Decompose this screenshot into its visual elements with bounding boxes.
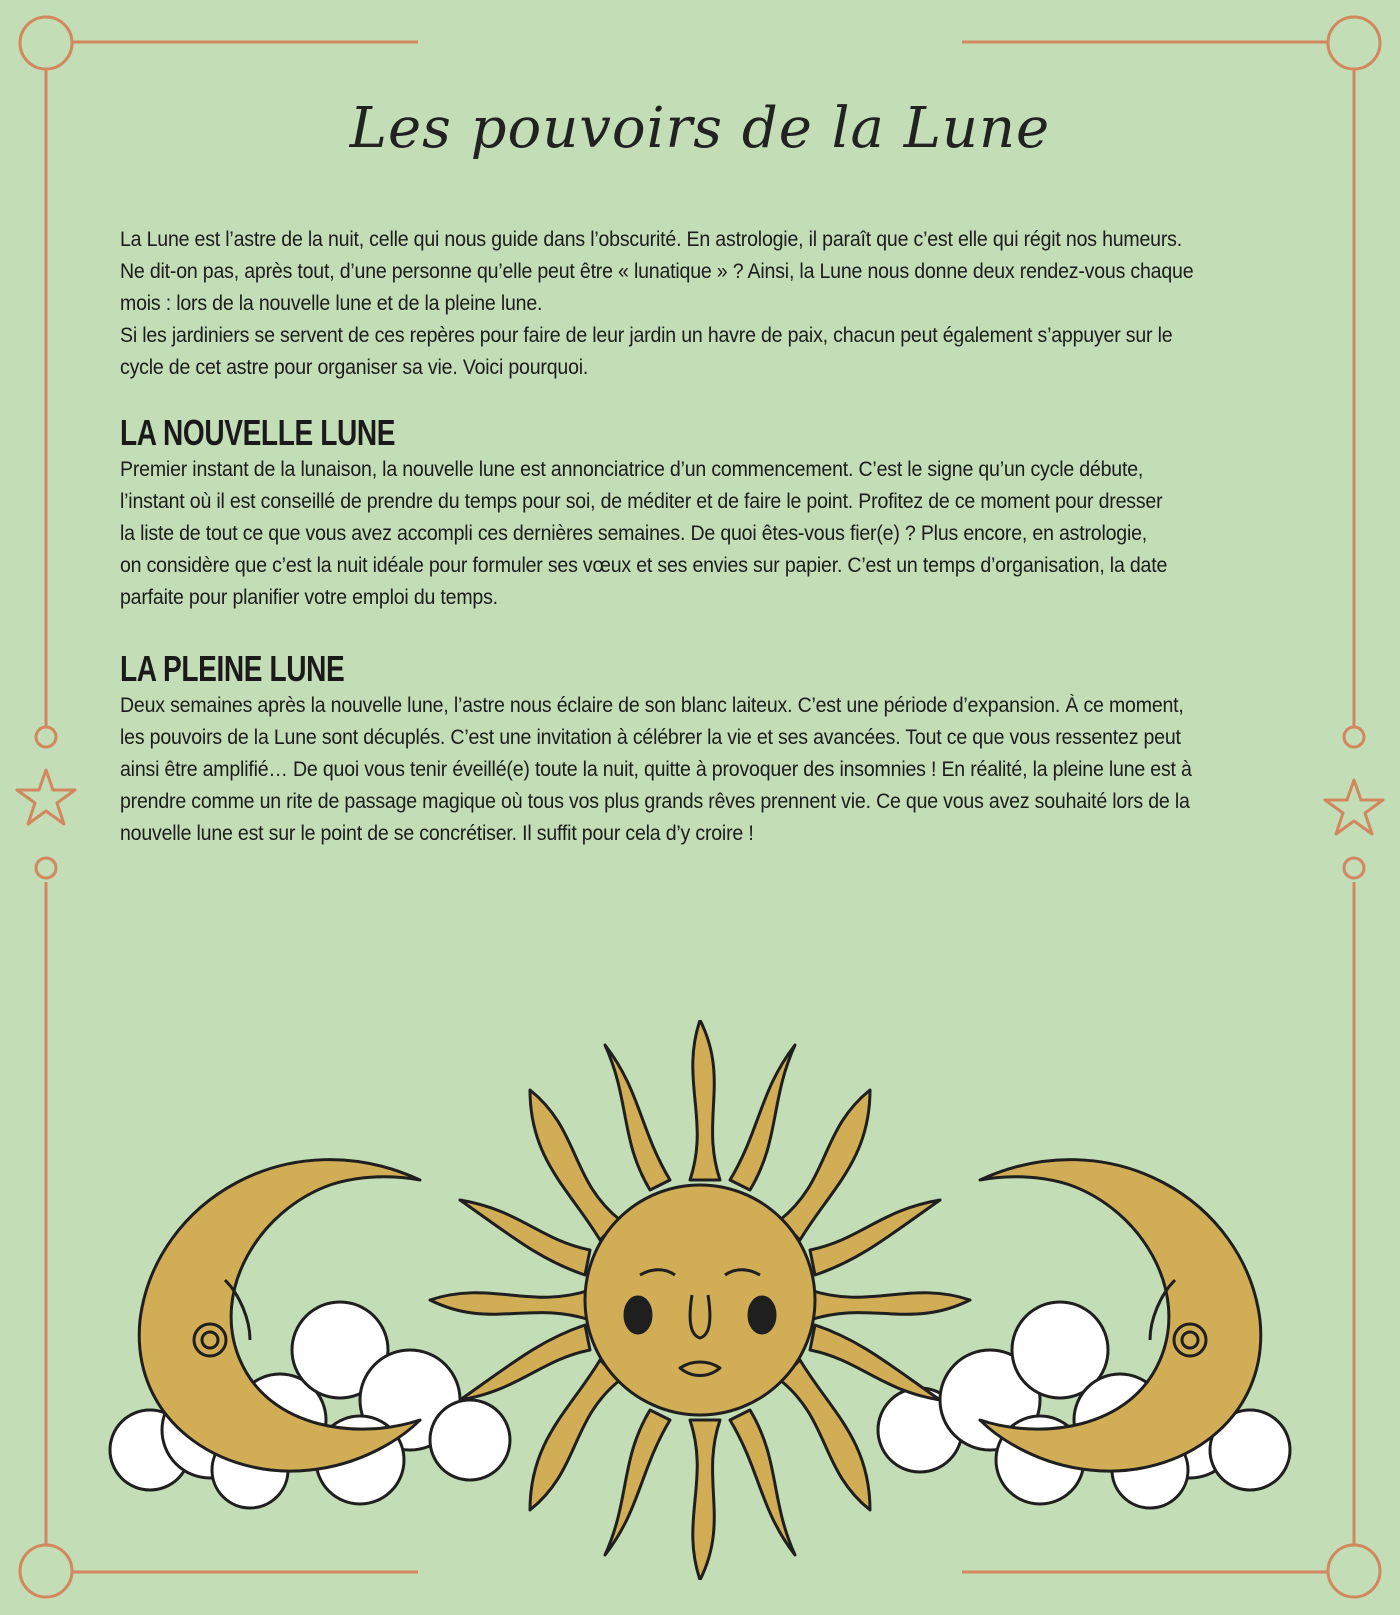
intro-paragraph: [120, 224, 1290, 384]
nouvelle-lune-line: Premier instant de la lunaison, la nouvelle lune est annonciatrice d’un commencement. C’est le signe qu’un cycle débute,: [120, 458, 1144, 481]
article-body: [120, 224, 1290, 850]
nouvelle-lune-line: parfaite pour planifier votre emploi du temps.: [120, 586, 498, 609]
intro-line: cycle de cet astre pour organiser sa vie. Voici pourquoi.: [120, 356, 589, 379]
pleine-lune-line: les pouvoirs de la Lune sont décuplés. C’est une invitation à célébrer la vie et ses avancées. Tout ce que vous ressentez peut: [120, 726, 1181, 749]
nouvelle-lune-paragraph: [120, 454, 1290, 614]
nouvelle-lune-line: l’instant où il est conseillé de prendre du temps pour soi, de méditer et de faire le point. Profitez de ce moment pour dresser: [120, 490, 1163, 513]
corner-circle-top-left: [20, 17, 72, 69]
intro-line: La Lune est l’astre de la nuit, celle qui nous guide dans l’obscurité. En astrologie, il paraît que c’est elle qui régit nos humeurs.: [120, 228, 1183, 251]
nouvelle-lune-line: on considère que c’est la nuit idéale pour formuler ses vœux et ses envies sur papier. C’est un temps d’organisation, la date: [120, 554, 1168, 577]
pleine-lune-line: ainsi être amplifié… De quoi vous tenir éveillé(e) toute la nuit, quitte à provoquer des insomnies ! En réalité, la pleine lune est à: [120, 758, 1192, 781]
corner-circle-top-right: [1328, 17, 1380, 69]
page-title: Les pouvoirs de la Lune: [349, 96, 1051, 161]
pleine-lune-line: nouvelle lune est sur le point de se concrétiser. Il suffit pour cela d’y croire !: [120, 822, 754, 845]
star-icon-left: [17, 770, 75, 824]
nouvelle-lune-line: la liste de tout ce que vous avez accompli ces dernières semaines. De quoi êtes-vous fier(e) ? Plus encore, en astrologie,: [120, 522, 1148, 545]
intro-line: mois : lors de la nouvelle lune et de la pleine lune.: [120, 292, 543, 315]
sun-and-moons-illustration: [60, 1020, 1340, 1580]
sun-face-icon: [585, 1185, 815, 1415]
section-heading-nouvelle-lune: LA NOUVELLE LUNE: [120, 412, 396, 453]
pleine-lune-paragraph: [120, 690, 1290, 850]
pleine-lune-line: prendre comme un rite de passage magique où tous vos plus grands rêves prennent vie. Ce que vous avez souhaité lors de la: [120, 790, 1190, 813]
star-icon-right: [1325, 780, 1383, 834]
pleine-lune-line: Deux semaines après la nouvelle lune, l’astre nous éclaire de son blanc laiteux. C’est une période d’expansion. À ce moment,: [120, 694, 1184, 717]
intro-line: Ne dit-on pas, après tout, d’une personne qu’elle peut être « lunatique » ? Ainsi, la Lune nous donne deux rendez-vous chaque: [120, 260, 1194, 283]
section-heading-pleine-lune: LA PLEINE LUNE: [120, 648, 345, 689]
intro-line: Si les jardiniers se servent de ces repères pour faire de leur jardin un havre de paix, chacun peut également s’appuyer sur le: [120, 324, 1173, 347]
